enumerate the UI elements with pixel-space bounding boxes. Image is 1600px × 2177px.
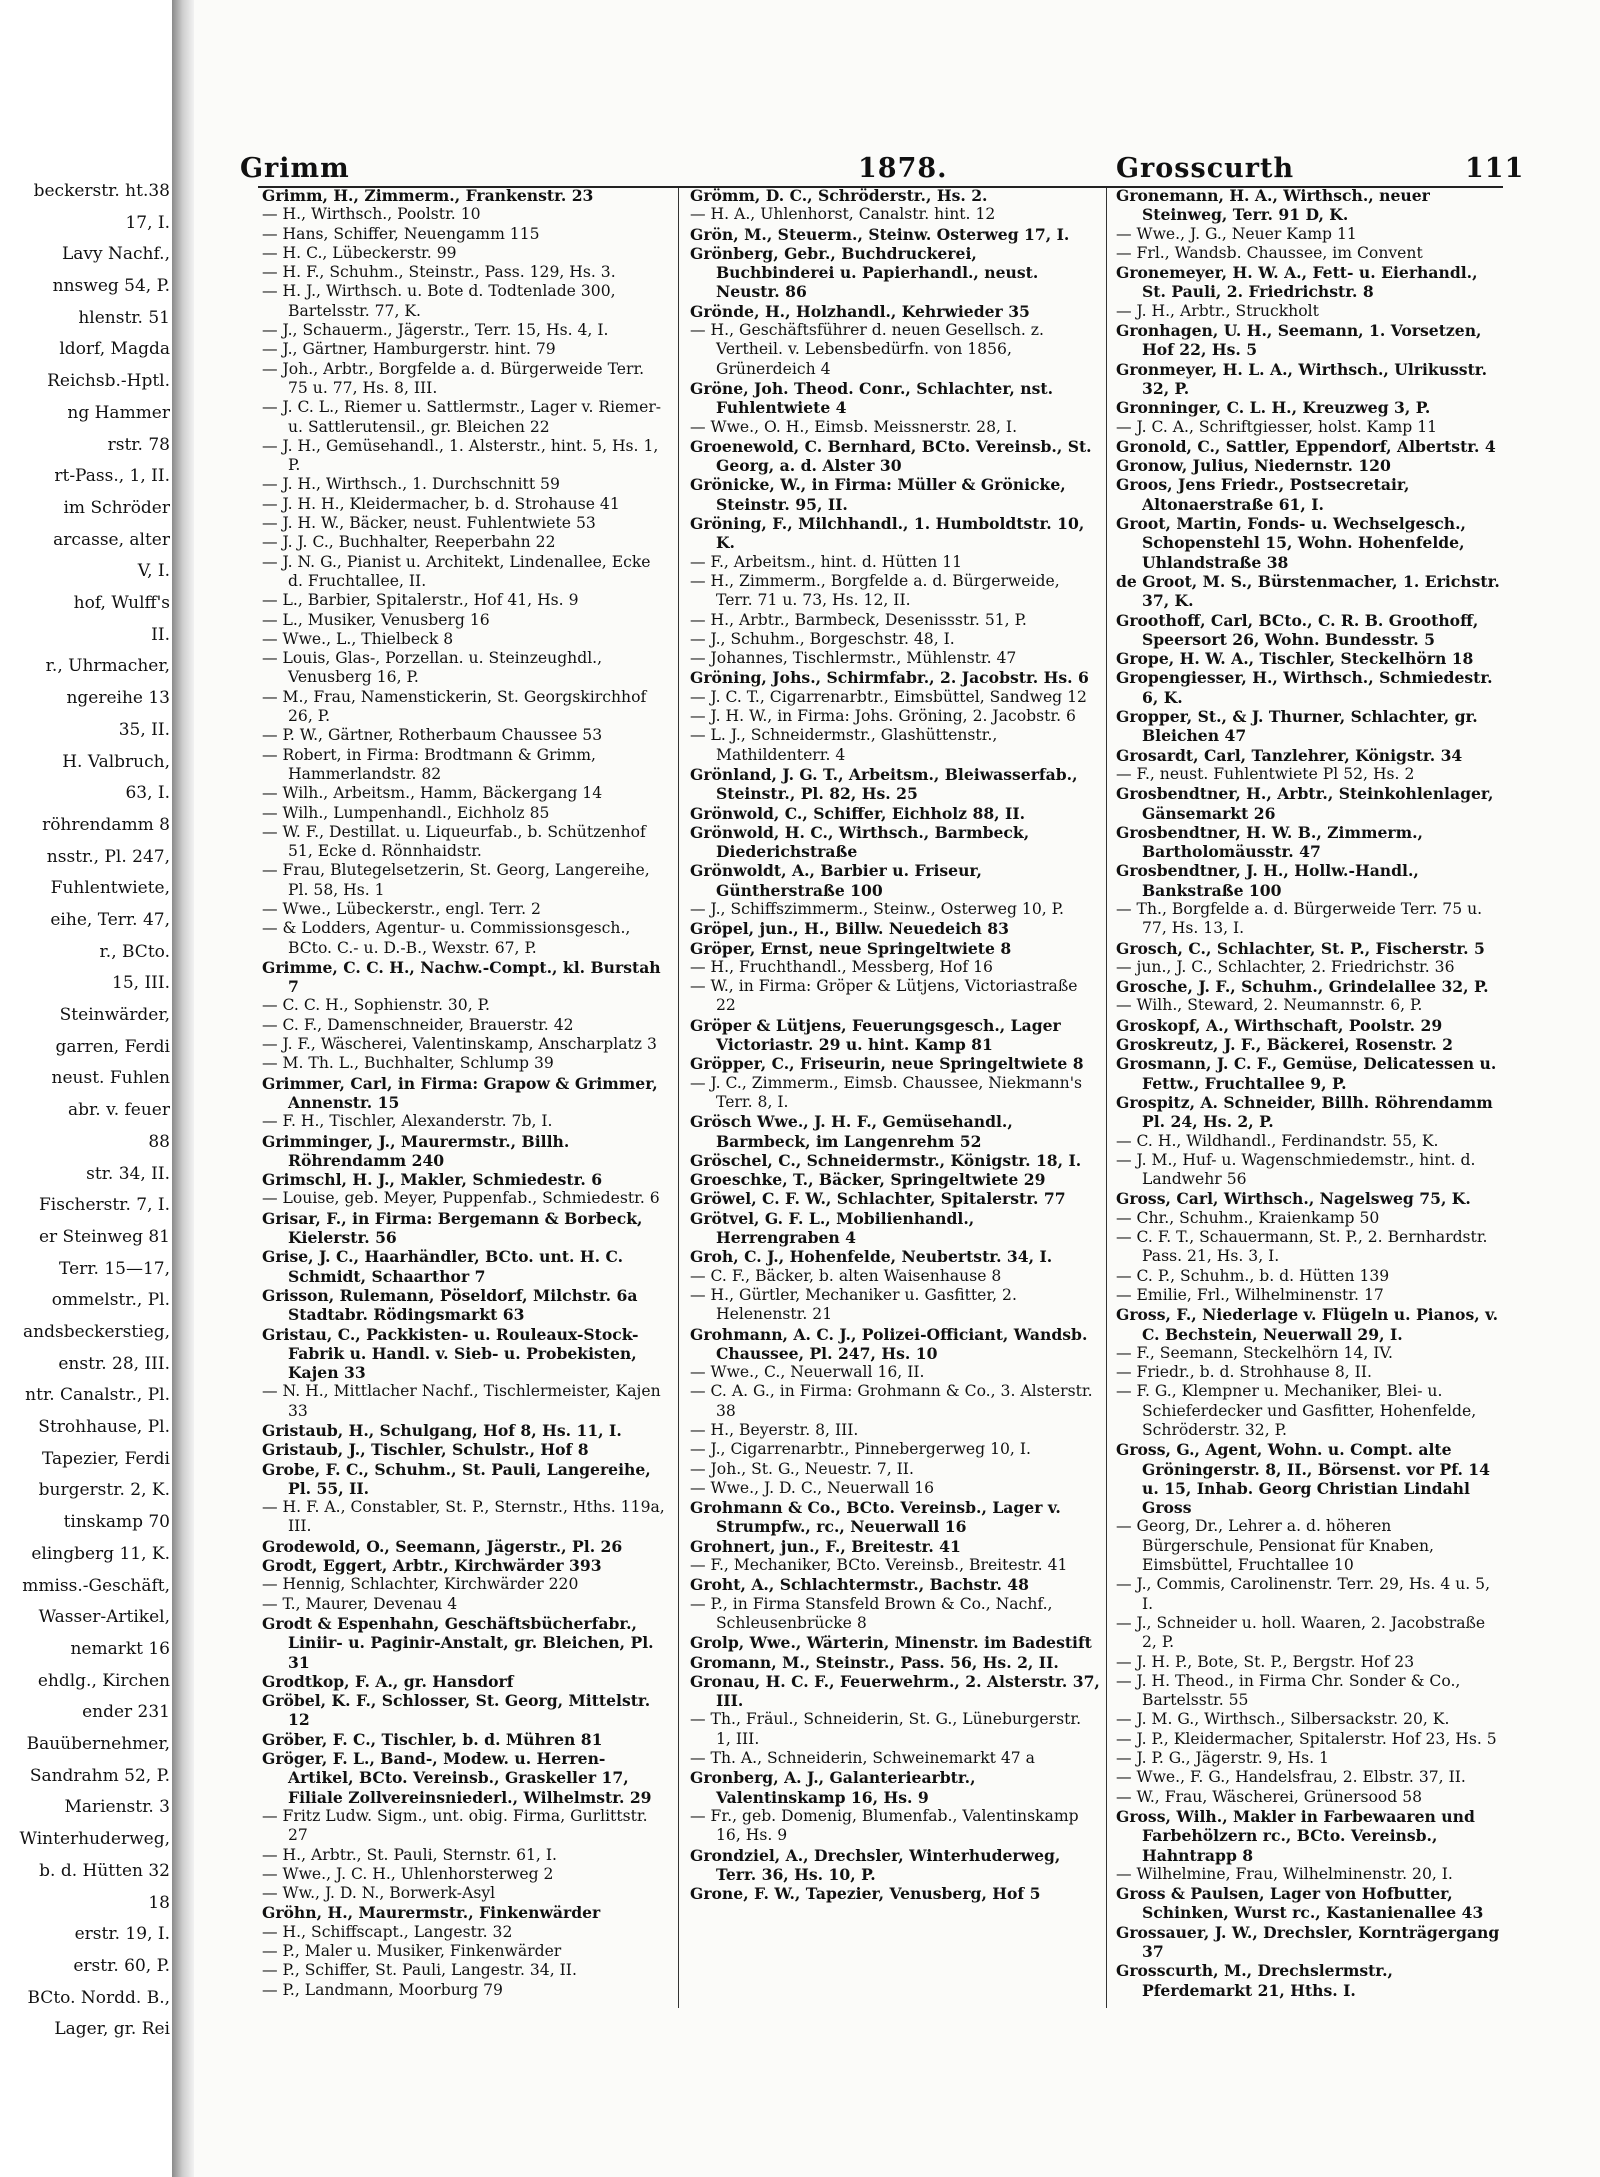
directory-subentry: — J., Schneider u. holl. Waaren, 2. Jacobstraße 2, P.: [1116, 1613, 1486, 1652]
left-page-line: ngereihe 13: [66, 688, 170, 709]
left-page-line: eihe, Terr. 47,: [50, 909, 170, 930]
directory-entry: Grosbendtner, H., Arbtr., Steinkohlenlager, Gänsemarkt 26: [1116, 784, 1494, 823]
directory-entry: Gropper, St., & J. Thurner, Schlachter, gr. Bleichen 47: [1116, 707, 1478, 746]
directory-subentry: — C. P., Schuhm., b. d. Hütten 139: [1116, 1266, 1390, 1285]
directory-entry: Grönwold, C., Schiffer, Eichholz 88, II.: [690, 803, 1026, 823]
directory-subentry: — H. J., Wirthsch. u. Bote d. Todtenlade 300, Bartelsstr. 77, K.: [262, 282, 616, 320]
directory-entry: Gromann, M., Steinstr., Pass. 56, Hs. 2, II.: [690, 1652, 1059, 1672]
left-page-fragment: [0, 0, 172, 2177]
left-page-line: 17, I.: [125, 212, 170, 233]
left-page-line: b. d. Hütten 32: [39, 1860, 170, 1881]
directory-subentry: — N. H., Mittlacher Nachf., Tischlermeister, Kajen 33: [262, 1382, 661, 1420]
directory-subentry: — T., Maurer, Devenau 4: [262, 1594, 458, 1613]
directory-subentry: — Hennig, Schlachter, Kirchwärder 220: [262, 1575, 579, 1594]
directory-subentry: — F., Arbeitsm., hint. d. Hütten 11: [690, 552, 963, 571]
directory-entry: Grönland, J. G. T., Arbeitsm., Bleiwasserfab., Steinstr., Pl. 82, Hs. 25: [690, 764, 1078, 804]
left-page-line: er Steinweg 81: [38, 1226, 170, 1247]
directory-entry: Gronninger, C. L. H., Kreuzweg 3, P.: [1116, 398, 1431, 418]
directory-subentry: — J. H. W., in Firma: Johs. Gröning, 2. Jacobstr. 6: [690, 707, 1076, 726]
directory-subentry: — J. C. L., Riemer u. Sattlermstr., Lager v. Riemer- u. Sattlerutensil., gr. Bleichen 22: [262, 398, 662, 436]
left-page-line: Bauübernehmer,: [26, 1734, 170, 1755]
directory-entry: Groskreutz, J. F., Bäckerei, Rosenstr. 2: [1116, 1035, 1454, 1055]
left-page-line: 18: [148, 1892, 170, 1913]
left-page-line: andsbeckerstieg,: [23, 1322, 170, 1343]
directory-subentry: — L., Barbier, Spitalerstr., Hof 41, Hs. 9: [262, 591, 579, 610]
directory-entry: Grosmann, J. C. F., Gemüse, Delicatessen u. Fettw., Fruchtallee 9, P.: [1116, 1054, 1497, 1093]
directory-entry: Groeschke, T., Bäcker, Springeltwiete 29: [690, 1170, 1046, 1190]
directory-subentry: — H., Schiffscapt., Langestr. 32: [262, 1922, 513, 1941]
directory-subentry: — Wwe., Lübeckerstr., engl. Terr. 2: [262, 899, 541, 918]
left-page-line: 15, III.: [112, 973, 170, 994]
running-head-left: Grimm: [240, 153, 350, 184]
directory-subentry: — L., Musiker, Venusberg 16: [262, 610, 490, 629]
directory-subentry: — Fritz Ludw. Sigm., unt. obig. Firma, Gurlittstr. 27: [262, 1806, 648, 1845]
directory-entry: Groot, Martin, Fonds- u. Wechselgesch., Schopenstehl 15, Wohn. Hohenfelde, Uhlandstraße 38: [1116, 514, 1466, 572]
directory-entry: Grösch Wwe., J. H. F., Gemüsehandl., Barmbeck, im Langenrehm 52: [690, 1112, 1013, 1151]
directory-entry: Gronold, C., Sattler, Eppendorf, Albertstr. 4: [1116, 436, 1496, 456]
left-page-line: r., BCto.: [99, 941, 170, 962]
directory-subentry: — F., neust. Fuhlentwiete Pl 52, Hs. 2: [1116, 764, 1415, 783]
directory-subentry: — Johannes, Tischlermstr., Mühlenstr. 47: [690, 649, 1017, 668]
directory-entry: Gronau, H. C. F., Feuerwehrm., 2. Alsterstr. 37, III.: [690, 1671, 1100, 1711]
directory-subentry: — C. F., Bäcker, b. alten Waisenhause 8: [690, 1266, 1002, 1285]
left-page-line: 35, II.: [118, 719, 170, 740]
left-page-line: rt-Pass., 1, II.: [54, 466, 170, 487]
directory-subentry: — P., in Firma Stansfeld Brown & Co., Nachf., Schleusenbrücke 8: [690, 1594, 1053, 1632]
directory-entry: Gröschel, C., Schneidermstr., Königstr. 18, I.: [690, 1150, 1082, 1170]
directory-entry: Grodt, Eggert, Arbtr., Kirchwärder 393: [262, 1556, 602, 1576]
directory-entry: Grönberg, Gebr., Buchdruckerei, Buchbinderei u. Papierhandl., neust. Neustr. 86: [690, 243, 1039, 302]
left-page-line: rstr. 78: [107, 434, 170, 455]
directory-subentry: — Hans, Schiffer, Neuengamm 115: [262, 224, 540, 243]
directory-entry: Gröne, Joh. Theod. Conr., Schlachter, nst. Fuhlentwiete 4: [690, 378, 1054, 418]
directory-entry: Grohnert, jun., F., Breitestr. 41: [690, 1536, 961, 1556]
directory-subentry: — J. N. G., Pianist u. Architekt, Lindenallee, Ecke d. Fruchtallee, II.: [262, 552, 651, 590]
directory-entry: Grosscurth, M., Drechslermstr., Pferdemarkt 21, Hths. I.: [1116, 1961, 1393, 2000]
left-page-line: ng Hammer: [67, 402, 170, 423]
directory-entry: Gristau, C., Packkisten- u. Rouleaux-Stock-Fabrik u. Handl. v. Sieb- u. Probekisten, Kajen 33: [262, 1324, 639, 1383]
directory-subentry: — Wwe., J. G., Neuer Kamp 11: [1116, 224, 1357, 243]
directory-subentry: — P., Landmann, Moorburg 79: [262, 1980, 503, 1999]
directory-entry: Grönwold, H. C., Wirthsch., Barmbeck, Diederichstraße: [690, 822, 1030, 862]
directory-entry: Groh, C. J., Hohenfelde, Neubertstr. 34, I.: [690, 1247, 1053, 1267]
directory-entry: Grise, J. C., Haarhändler, BCto. unt. H. C. Schmidt, Schaarthor 7: [262, 1247, 624, 1286]
left-page-line: str. 34, II.: [86, 1163, 170, 1184]
directory-subentry: — J. H., Arbtr., Struckholt: [1116, 301, 1319, 320]
directory-subentry: — J. H. W., Bäcker, neust. Fuhlentwiete 53: [262, 514, 596, 533]
directory-subentry: — C. F. T., Schauermann, St. P., 2. Bernhardstr. Pass. 21, Hs. 3, I.: [1116, 1228, 1488, 1266]
left-page-line: ldorf, Magda: [59, 339, 170, 360]
directory-entry: Grimminger, J., Maurermstr., Billh. Röhrendamm 240: [262, 1131, 570, 1170]
left-page-line: Fuhlentwiete,: [50, 878, 170, 899]
left-page-line: II.: [151, 624, 170, 645]
directory-entry: Grohmann, A. C. J., Polizei-Officiant, Wandsb. Chaussee, Pl. 247, Hs. 10: [690, 1324, 1088, 1363]
directory-subentry: — H., Beyerstr. 8, III.: [690, 1421, 859, 1439]
page-number: 111: [1465, 153, 1525, 184]
left-page-line: Tapezier, Ferdi: [42, 1448, 170, 1469]
directory-subentry: — H. A., Uhlenhorst, Canalstr. hint. 12: [690, 205, 996, 224]
directory-entry: Grodtkop, F. A., gr. Hansdorf: [262, 1671, 514, 1691]
directory-subentry: — J., Cigarrenarbtr., Pinnebergerweg 10, I.: [690, 1440, 1031, 1459]
directory-subentry: — J. C., Zimmerm., Eimsb. Chaussee, Niekmann's Terr. 8, I.: [690, 1073, 1082, 1111]
directory-subentry: — L. J., Schneidermstr., Glashüttenstr., Mathildenterr. 4: [690, 726, 998, 764]
directory-subentry: — H. C., Lübeckerstr. 99: [262, 243, 457, 262]
directory-entry: Gross, Wilh., Makler in Farbewaaren und Farbehölzern rc., BCto. Vereinsb., Hahntrapp 8: [1116, 1806, 1475, 1865]
book-gutter: [172, 0, 194, 2177]
directory-entry: Groenewold, C. Bernhard, BCto. Vereinsb., St. Georg, a. d. Alster 30: [690, 436, 1092, 476]
directory-entry: Grosardt, Carl, Tanzlehrer, Königstr. 34: [1116, 745, 1463, 765]
directory-entry: Gröwel, C. F. W., Schlachter, Spitalerstr. 77: [690, 1189, 1066, 1209]
directory-entry: Gröbel, K. F., Schlosser, St. Georg, Mittelstr. 12: [262, 1691, 651, 1730]
directory-subentry: — J. H., Gemüsehandl., 1. Alsterstr., hint. 5, Hs. 1, P.: [262, 436, 659, 475]
directory-subentry: — Emilie, Frl., Wilhelminenstr. 17: [1116, 1285, 1384, 1304]
directory-entry: Grodewold, O., Seemann, Jägerstr., Pl. 26: [262, 1536, 623, 1556]
left-page-line: abr. v. feuer: [68, 1100, 170, 1121]
directory-entry: Grötvel, G. F. L., Mobilienhandl., Herrengraben 4: [690, 1208, 975, 1248]
directory-subentry: — J. H. H., Kleidermacher, b. d. Strohause 41: [262, 494, 620, 513]
column-rule: [678, 188, 679, 2008]
directory-entry: Gronemeyer, H. W. A., Fett- u. Eierhandl., St. Pauli, 2. Friedrichstr. 8: [1116, 263, 1478, 302]
directory-subentry: — J. C. A., Schriftgiesser, holst. Kamp 11: [1116, 417, 1438, 436]
directory-entry: Grisson, Rulemann, Pöseldorf, Milchstr. 6a Stadtabr. Rödingsmarkt 63: [262, 1285, 638, 1325]
left-page-line: Winterhuderweg,: [19, 1829, 170, 1850]
directory-column-2: [690, 186, 1100, 2066]
directory-entry: Gröper & Lütjens, Feuerungsgesch., Lager Victoriastr. 29 u. hint. Kamp 81: [690, 1015, 1061, 1055]
left-page-line: elingberg 11, K.: [31, 1543, 170, 1564]
directory-column-1: [262, 186, 667, 2066]
left-page-line: erstr. 60, P.: [73, 1955, 170, 1976]
left-page-line: hlenstr. 51: [78, 307, 170, 328]
left-page-line: 88: [148, 1131, 170, 1152]
directory-subentry: — Chr., Schuhm., Kraienkamp 50: [1116, 1208, 1380, 1227]
running-head-year: 1878.: [858, 153, 948, 184]
directory-subentry: — H. F., Schuhm., Steinstr., Pass. 129, Hs. 3.: [262, 263, 616, 282]
directory-subentry: — Th. A., Schneiderin, Schweinemarkt 47 a: [690, 1749, 1035, 1768]
directory-subentry: — W., in Firma: Gröper & Lütjens, Victoriastraße 22: [690, 977, 1078, 1015]
directory-subentry: — H., Arbtr., St. Pauli, Sternstr. 61, I.: [262, 1845, 557, 1864]
directory-subentry: — J. H. Theod., in Firma Chr. Sonder & Co., Bartelsstr. 55: [1116, 1671, 1461, 1710]
left-page-line: Terr. 15—17,: [59, 1258, 170, 1279]
directory-subentry: — Th., Borgfelde a. d. Bürgerweide Terr. 75 u. 77, Hs. 13, I.: [1116, 899, 1483, 938]
left-page-line: V, I.: [137, 561, 170, 582]
directory-entry: Groht, A., Schlachtermstr., Bachstr. 48: [690, 1575, 1030, 1595]
directory-entry: Grönicke, W., in Firma: Müller & Grönicke, Steinstr. 95, II.: [690, 475, 1066, 514]
left-page-line: Lager, gr. Rei: [54, 2019, 170, 2040]
directory-subentry: — Wilh., Lumpenhandl., Eichholz 85: [262, 803, 550, 822]
directory-subentry: — J. J. C., Buchhalter, Reeperbahn 22: [262, 533, 556, 552]
directory-subentry: — J. H., Wirthsch., 1. Durchschnitt 59: [262, 475, 560, 494]
left-page-line: Sandrahm 52, P.: [29, 1765, 170, 1786]
directory-subentry: — J. P., Kleidermacher, Spitalerstr. Hof 23, Hs. 5: [1116, 1729, 1497, 1748]
left-page-line: Marienstr. 3: [64, 1797, 170, 1818]
directory-subentry: — J., Schiffszimmerm., Steinw., Osterweg 10, P.: [690, 899, 1064, 918]
directory-subentry: — J., Commis, Carolinenstr. Terr. 29, Hs. 4 u. 5, I.: [1116, 1575, 1491, 1613]
directory-entry: Grondziel, A., Drechsler, Winterhuderweg, Terr. 36, Hs. 10, P.: [690, 1845, 1061, 1884]
directory-entry: Gronmeyer, H. L. A., Wirthsch., Ulrikusstr. 32, P.: [1116, 359, 1488, 398]
left-page-line: ehdlg., Kirchen: [37, 1670, 170, 1691]
directory-subentry: — M., Frau, Namenstickerin, St. Georgskirchhof 26, P.: [262, 687, 647, 726]
directory-subentry: — H., Gürtler, Mechaniker u. Gasfitter, 2. Helenenstr. 21: [690, 1285, 1017, 1324]
directory-subentry: — Robert, in Firma: Brodtmann & Grimm, Hammerlandstr. 82: [262, 745, 597, 783]
directory-subentry: — P., Maler u. Musiker, Finkenwärder: [262, 1942, 562, 1961]
directory-entry: Grosbendtner, H. W. B., Zimmerm., Bartholomäusstr. 47: [1116, 822, 1423, 862]
left-page-line: neust. Fuhlen: [51, 1068, 170, 1089]
directory-subentry: — Wwe., C., Neuerwall 16, II.: [690, 1363, 925, 1382]
directory-subentry: — J. H. P., Bote, St. P., Bergstr. Hof 23: [1116, 1652, 1415, 1671]
directory-entry: Gröpel, jun., H., Billw. Neuedeich 83: [690, 919, 1009, 939]
directory-entry: Grolp, Wwe., Wärterin, Minenstr. im Badestift: [690, 1633, 1092, 1653]
directory-entry: Grope, H. W. A., Tischler, Steckelhörn 18: [1116, 649, 1474, 669]
directory-entry: Grönwoldt, A., Barbier u. Friseur, Güntherstraße 100: [690, 861, 982, 900]
directory-subentry: — Wwe., F. G., Handelsfrau, 2. Elbstr. 37, II.: [1116, 1768, 1466, 1787]
directory-entry: Grospitz, A. Schneider, Billh. Röhrendamm Pl. 24, Hs. 2, P.: [1116, 1092, 1493, 1132]
directory-entry: Grohmann & Co., BCto. Vereinsb., Lager v. Strumpfw., rc., Neuerwall 16: [690, 1498, 1061, 1537]
directory-entry: Gröhn, H., Maurermstr., Finkenwärder: [262, 1903, 601, 1923]
directory-entry: Gropengiesser, H., Wirthsch., Schmiedestr. 6, K.: [1116, 668, 1493, 707]
directory-subentry: — Friedr., b. d. Strohhause 8, II.: [1116, 1363, 1372, 1382]
directory-subentry: — F., Seemann, Steckelhörn 14, IV.: [1116, 1343, 1393, 1362]
left-page-line: Fischerstr. 7, I.: [39, 1195, 170, 1216]
directory-entry: Gröber, F. C., Tischler, b. d. Mühren 81: [262, 1729, 603, 1749]
directory-entry: Groothoff, Carl, BCto., C. R. B. Groothoff, Speersort 26, Wohn. Bundesstr. 5: [1116, 610, 1479, 649]
left-page-line: beckerstr. ht.38: [33, 181, 170, 201]
directory-entry: Grone, F. W., Tapezier, Venusberg, Hof 5: [690, 1884, 1041, 1904]
directory-entry: Gronow, Julius, Niedernstr. 120: [1116, 456, 1391, 476]
directory-entry: Gronhagen, U. H., Seemann, 1. Vorsetzen, Hof 22, Hs. 5: [1116, 321, 1482, 360]
directory-entry: Grosch, C., Schlachter, St. P., Fischerstr. 5: [1116, 938, 1485, 958]
directory-column-3: [1116, 186, 1500, 2066]
left-page-line: röhrendamm 8: [42, 814, 170, 835]
directory-subentry: — Ww., J. D. N., Borwerk-Asyl: [262, 1884, 496, 1903]
directory-subentry: — H., Geschäftsführer d. neuen Gesellsch. z. Vertheil. v. Lebensbedürfn. von 1856, Grünerdeich 4: [690, 321, 1044, 378]
directory-subentry: — Wwe., J. C. H., Uhlenhorsterweg 2: [262, 1864, 554, 1883]
directory-subentry: — Th., Fräul., Schneiderin, St. G., Lüneburgerstr. 1, III.: [690, 1710, 1082, 1748]
directory-subentry: — M. Th. L., Buchhalter, Schlump 39: [262, 1054, 554, 1073]
directory-subentry: — J., Schuhm., Borgeschstr. 48, I.: [690, 629, 955, 648]
directory-subentry: — Fr., geb. Domenig, Blumenfab., Valentinskamp 16, Hs. 9: [690, 1806, 1079, 1845]
left-page-line: 63, I.: [125, 783, 170, 804]
directory-subentry: — F., Mechaniker, BCto. Vereinsb., Breitestr. 41: [690, 1556, 1068, 1575]
directory-entry: Grimme, C. C. H., Nachw.-Compt., kl. Burstah 7: [262, 957, 661, 997]
left-page-line: Lavy Nachf.,: [61, 244, 170, 265]
directory-subentry: — Wilhelmine, Frau, Wilhelminenstr. 20, I.: [1116, 1864, 1453, 1883]
directory-subentry: — Frl., Wandsb. Chaussee, im Convent: [1116, 243, 1423, 262]
directory-entry: Grimmer, Carl, in Firma: Grapow & Grimmer, Annenstr. 15: [262, 1073, 658, 1112]
left-page-line: r., Uhrmacher,: [45, 656, 170, 677]
column-rule: [1106, 188, 1107, 2008]
left-page-line: enstr. 28, III.: [58, 1353, 170, 1374]
directory-subentry: — C. C. H., Sophienstr. 30, P.: [262, 996, 490, 1015]
directory-entry: Gronemann, H. A., Wirthsch., neuer Steinweg, Terr. 91 D, K.: [1116, 186, 1430, 225]
directory-entry: Gross, F., Niederlage v. Flügeln u. Pianos, v. C. Bechstein, Neuerwall 29, I.: [1116, 1305, 1498, 1344]
left-page-line: garren, Ferdi: [55, 1036, 170, 1057]
left-page-line: mmiss.-Geschäft,: [22, 1575, 170, 1596]
directory-entry: Gronberg, A. J., Galanteriearbtr., Valentinskamp 16, Hs. 9: [690, 1768, 976, 1807]
directory-subentry: — J., Gärtner, Hamburgerstr. hint. 79: [262, 340, 556, 359]
directory-entry: Gröper, Ernst, neue Springeltwiete 8: [690, 938, 1012, 958]
directory-subentry: — H., Wirthsch., Poolstr. 10: [262, 205, 481, 224]
directory-subentry: — H. F. A., Constabler, St. P., Sternstr., Hths. 119a, III.: [262, 1498, 665, 1536]
left-page-line: Strohhause, Pl.: [38, 1417, 170, 1438]
directory-entry: Grömm, D. C., Schröderstr., Hs. 2.: [690, 186, 988, 205]
directory-subentry: — W., Frau, Wäscherei, Grünersood 58: [1116, 1787, 1423, 1806]
directory-subentry: — jun., J. C., Schlachter, 2. Friedrichstr. 36: [1116, 957, 1455, 976]
directory-entry: Gristaub, H., Schulgang, Hof 8, Hs. 11, I.: [262, 1421, 622, 1440]
directory-entry: Groskopf, A., Wirthschaft, Poolstr. 29: [1116, 1015, 1443, 1035]
directory-subentry: — C. A. G., in Firma: Grohmann & Co., 3. Alsterstr. 38: [690, 1382, 1093, 1420]
directory-subentry: — Joh., St. G., Neuestr. 7, II.: [690, 1459, 914, 1478]
directory-subentry: — F. H., Tischler, Alexanderstr. 7b, I.: [262, 1112, 553, 1131]
directory-subentry: — J. C. T., Cigarrenarbtr., Eimsbüttel, Sandweg 12: [690, 687, 1087, 706]
directory-entry: Gross & Paulsen, Lager von Hofbutter, Schinken, Wurst rc., Kastanienallee 43: [1116, 1884, 1484, 1923]
directory-subentry: — J., Schauerm., Jägerstr., Terr. 15, Hs. 4, I.: [262, 321, 609, 340]
directory-subentry: — Wwe., O. H., Eimsb. Meissnerstr. 28, I.: [690, 417, 1018, 436]
directory-subentry: — F. G., Klempner u. Mechaniker, Blei- u. Schieferdecker und Gasfitter, Hohenfelde, Schröderstr. 32, P.: [1116, 1382, 1477, 1439]
directory-subentry: — P. W., Gärtner, Rotherbaum Chaussee 53: [262, 726, 603, 745]
directory-entry: Gristaub, J., Tischler, Schulstr., Hof 8: [262, 1440, 589, 1460]
directory-entry: Grön, M., Steuerm., Steinw. Osterweg 17, I.: [690, 224, 1070, 244]
directory-entry: Grosbendtner, J. H., Hollw.-Handl., Bankstraße 100: [1116, 861, 1419, 900]
directory-subentry: — & Lodders, Agentur- u. Commissionsgesch., BCto. C.- u. D.-B., Wexstr. 67, P.: [262, 919, 631, 957]
left-page-line: nnsweg 54, P.: [52, 276, 170, 297]
directory-subentry: — J. M. G., Wirthsch., Silbersackstr. 20, K.: [1116, 1710, 1450, 1729]
directory-entry: Gröpper, C., Friseurin, neue Springeltwiete 8: [690, 1054, 1084, 1074]
left-page-line: Steinwärder,: [59, 1005, 170, 1026]
left-page-line: nemarkt 16: [70, 1638, 170, 1659]
directory-entry: Gross, G., Agent, Wohn. u. Compt. alte Gröningerstr. 8, II., Börsenst. vor Pf. 14 u. 15, Inhab. Georg Christian Lindahl Gross: [1116, 1440, 1490, 1518]
left-page-line: ender 231: [82, 1702, 170, 1723]
left-page-line: hof, Wulff's: [73, 593, 170, 614]
directory-subentry: — Louise, geb. Meyer, Puppenfab., Schmiedestr. 6: [262, 1189, 660, 1208]
directory-entry: de Groot, M. S., Bürstenmacher, 1. Erichstr. 37, K.: [1116, 571, 1500, 611]
directory-subentry: — Wilh., Arbeitsm., Hamm, Bäckergang 14: [262, 784, 603, 803]
directory-entry: Gröning, Johs., Schirmfabr., 2. Jacobstr. Hs. 6: [690, 668, 1089, 688]
directory-subentry: — Georg, Dr., Lehrer a. d. höheren Bürgerschule, Pensionat für Knaben, Eimsbüttel, Fruchtallee 10: [1116, 1517, 1435, 1575]
directory-entry: Gröning, F., Milchhandl., 1. Humboldtstr. 10, K.: [690, 514, 1085, 553]
directory-entry: Grobe, F. C., Schuhm., St. Pauli, Langereihe, Pl. 55, II.: [262, 1459, 651, 1498]
directory-entry: Grossauer, J. W., Drechsler, Kornträgergang 37: [1116, 1922, 1500, 1962]
directory-entry: Grodt & Espenhahn, Geschäftsbücherfabr., Liniir- u. Paginir-Anstalt, gr. Bleichen, Pl. 31: [262, 1613, 654, 1672]
left-page-line: tinskamp 70: [63, 1512, 170, 1533]
directory-entry: Gröger, F. L., Band-, Modew. u. Herren-Artikel, BCto. Vereinsb., Graskeller 17, Filiale Zollvereinsniederl., Wilhelmstr. 29: [262, 1749, 652, 1807]
left-page-line: ommelstr., Pl.: [51, 1290, 170, 1311]
directory-entry: Grisar, F., in Firma: Bergemann & Borbeck, Kielerstr. 56: [262, 1208, 643, 1248]
directory-subentry: — Wilh., Steward, 2. Neumannstr. 6, P.: [1116, 996, 1423, 1015]
directory-subentry: — Frau, Blutegelsetzerin, St. Georg, Langereihe, Pl. 58, Hs. 1: [262, 861, 650, 899]
left-page-line: ntr. Canalstr., Pl.: [25, 1385, 170, 1406]
directory-subentry: — H., Fruchthandl., Messberg, Hof 16: [690, 957, 993, 976]
directory-entry: Gross, Carl, Wirthsch., Nagelsweg 75, K.: [1116, 1189, 1471, 1209]
running-head-right: Grosscurth: [1116, 153, 1295, 184]
directory-subentry: — H., Zimmerm., Borgfelde a. d. Bürgerweide, Terr. 71 u. 73, Hs. 12, II.: [690, 571, 1060, 610]
left-page-line: erstr. 19, I.: [74, 1924, 170, 1945]
directory-entry: Groos, Jens Friedr., Postsecretair, Altonaerstraße 61, I.: [1116, 475, 1410, 514]
directory-subentry: — J. P. G., Jägerstr. 9, Hs. 1: [1116, 1749, 1329, 1768]
directory-subentry: — J. M., Huf- u. Wagenschmiedemstr., hint. d. Landwehr 56: [1116, 1150, 1476, 1189]
directory-subentry: — Wwe., L., Thielbeck 8: [262, 629, 454, 648]
directory-subentry: — P., Schiffer, St. Pauli, Langestr. 34, II.: [262, 1961, 577, 1980]
left-page-line: arcasse, alter: [53, 529, 170, 550]
directory-subentry: — Wwe., J. D. C., Neuerwall 16: [690, 1478, 935, 1497]
directory-entry: Grimschl, H. J., Makler, Schmiedestr. 6: [262, 1170, 603, 1190]
directory-subentry: — H., Arbtr., Barmbeck, Desenissstr. 51, P.: [690, 610, 1027, 629]
directory-subentry: — W. F., Destillat. u. Liqueurfab., b. Schützenhof 51, Ecke d. Rönnhaidstr.: [262, 822, 646, 861]
directory-entry: Grönde, H., Holzhandl., Kehrwieder 35: [690, 301, 1030, 321]
left-page-line: nsstr., Pl. 247,: [46, 846, 170, 867]
directory-entry: Grosche, J. F., Schuhm., Grindelallee 32, P.: [1116, 977, 1489, 997]
directory-subentry: — C. H., Wildhandl., Ferdinandstr. 55, K.: [1116, 1131, 1439, 1150]
left-page-line: BCto. Nordd. B.,: [27, 1987, 170, 2008]
directory-subentry: — Joh., Arbtr., Borgfelde a. d. Bürgerweide Terr. 75 u. 77, Hs. 8, III.: [262, 359, 645, 397]
directory-subentry: — J. F., Wäscherei, Valentinskamp, Anscharplatz 3: [262, 1035, 657, 1054]
left-page-line: H. Valbruch,: [62, 751, 170, 772]
left-page-line: Reichsb.-Hptl.: [47, 371, 170, 392]
directory-subentry: — Louis, Glas-, Porzellan. u. Steinzeughdl., Venusberg 16, P.: [262, 649, 603, 687]
left-page-line: burgerstr. 2, K.: [38, 1480, 170, 1501]
left-page-line: Wasser-Artikel,: [38, 1607, 170, 1628]
left-page-line: im Schröder: [63, 497, 170, 518]
directory-entry: Grimm, H., Zimmerm., Frankenstr. 23: [262, 186, 594, 205]
directory-subentry: — C. F., Damenschneider, Brauerstr. 42: [262, 1015, 574, 1034]
